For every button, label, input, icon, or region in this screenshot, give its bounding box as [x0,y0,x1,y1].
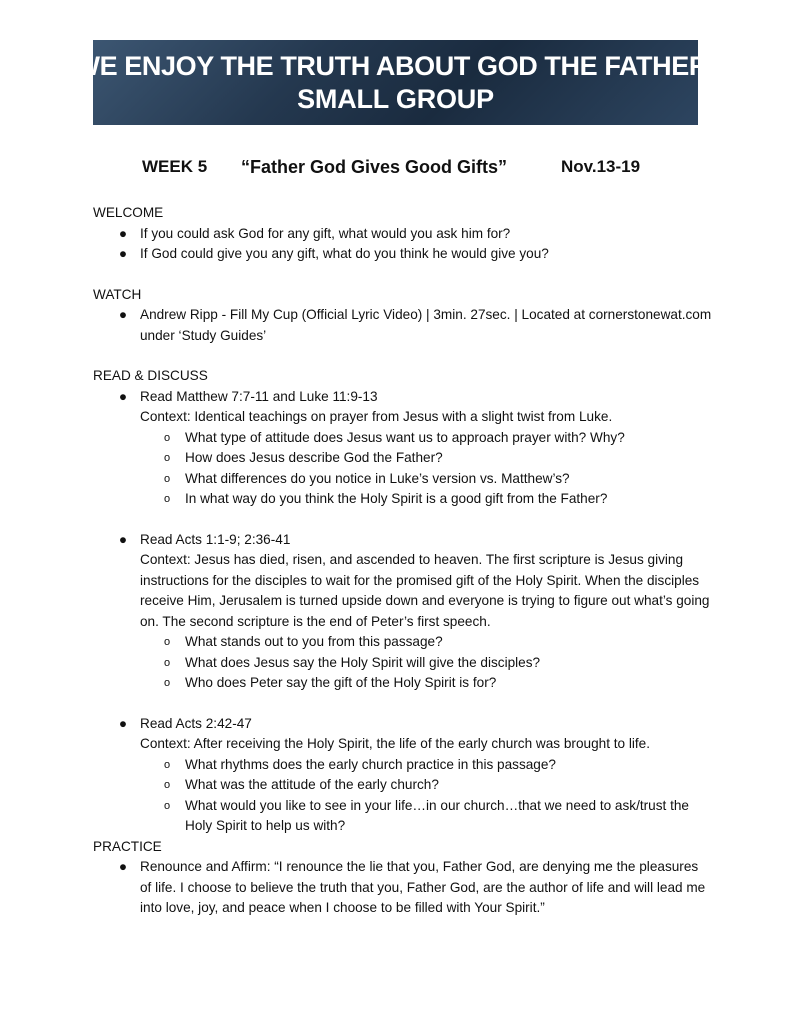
list-item: ● If you could ask God for any gift, what would you ask him for? [93,224,713,245]
question-item: o In what way do you think the Holy Spirit is a good gift from the Father? [140,489,713,510]
bullet-icon: ● [118,715,128,731]
question-list [140,632,713,694]
watch-heading: WATCH [93,286,142,302]
circle-bullet-icon: o [163,677,171,689]
study-guide-body [93,203,713,919]
header-banner [74,40,717,125]
reading-context: Context: Identical teachings on prayer from Jesus with a slight twist from Luke. [140,409,613,424]
list-item: ● Andrew Ripp - Fill My Cup (Official Lyric Video) | 3min. 27sec. | Located at cornerstonewat.com under ‘Study Guides’ [118,307,712,343]
circle-bullet-icon: o [163,431,171,444]
question-item: o What was the attitude of the early church? [140,775,713,796]
circle-bullet-icon: o [163,452,171,464]
bullet-icon: ● [118,388,128,404]
question-list [140,428,713,510]
welcome-heading: WELCOME [93,205,164,220]
welcome-list [93,224,713,265]
circle-bullet-icon: o [163,656,171,669]
reading-title: Read Acts 2:42-47 [140,715,252,731]
question-item: o What would you like to see in your life…in our church…that we need to ask/trust the Holy Spirit to help us with? [163,797,689,833]
question-item: o What does Jesus say the Holy Spirit will give the disciples? [140,653,713,674]
circle-bullet-icon: o [163,779,171,791]
question-item: o What stands out to you from this passage? [140,632,713,653]
question-item: o What differences do you notice in Luke’s version vs. Matthew’s? [140,469,713,490]
week-label: WEEK 5 [142,157,208,176]
read-discuss-heading: READ & DISCUSS [93,368,208,383]
practice-list [93,857,713,919]
circle-bullet-icon: o [163,799,171,812]
circle-bullet-icon: o [163,758,171,771]
bullet-icon: ● [118,531,128,547]
read-discuss-list [93,387,713,837]
banner-title: WE ENJOY THE TRUTH ABOUT GOD THE FATHER! [74,50,717,81]
watch-list [93,305,713,346]
reading-context: Context: After receiving the Holy Spirit, the life of the early church was brought to life. [140,736,651,751]
question-list [140,755,713,837]
bullet-icon: ● [118,859,128,874]
list-item: ● If God could give you any gift, what do you think he would give you? [93,244,713,265]
week-dates: Nov.13-19 [561,157,641,176]
reading-block [93,714,713,837]
reading-context: Context: Jesus has died, risen, and ascended to heaven. The first scripture is Jesus giving instructions for the disciples to wait for the promised gift of the Holy Spirit. When the disciples receive Him, Jerusalem is turned upside down and everyone is trying to figure out what’s going on. The second scripture is the end of Peter’s first speech. [140,552,710,629]
circle-bullet-icon: o [163,493,171,505]
week-title: “Father God Gives Good Gifts” [241,157,508,177]
list-item: ● Renounce and Affirm: “I renounce the lie that you, Father God, are denying me the pleasures of life. I choose to believe the truth that you, Father God, are the author of life and will lead me into love, joy, and peace when I choose to be filled with Your Spirit.” [118,859,706,915]
reading-title: Read Matthew 7:7-11 and Luke 11:9-13 [140,388,378,404]
reading-block [93,387,713,510]
bullet-icon: ● [118,307,128,322]
reading-block [93,530,713,694]
circle-bullet-icon: o [163,472,171,485]
question-item: o What rhythms does the early church practice in this passage? [140,755,713,776]
reading-title: Read Acts 1:1-9; 2:36-41 [140,531,291,547]
bullet-icon: ● [118,225,128,241]
question-item: o How does Jesus describe God the Father? [140,448,713,469]
banner-subtitle: SMALL GROUP [297,83,494,114]
circle-bullet-icon: o [163,636,171,648]
practice-heading: PRACTICE [93,838,162,854]
bullet-icon: ● [118,246,128,261]
question-item: o What type of attitude does Jesus want us to approach prayer with? Why? [140,428,713,449]
question-item: o Who does Peter say the gift of the Holy Spirit is for? [140,673,713,694]
